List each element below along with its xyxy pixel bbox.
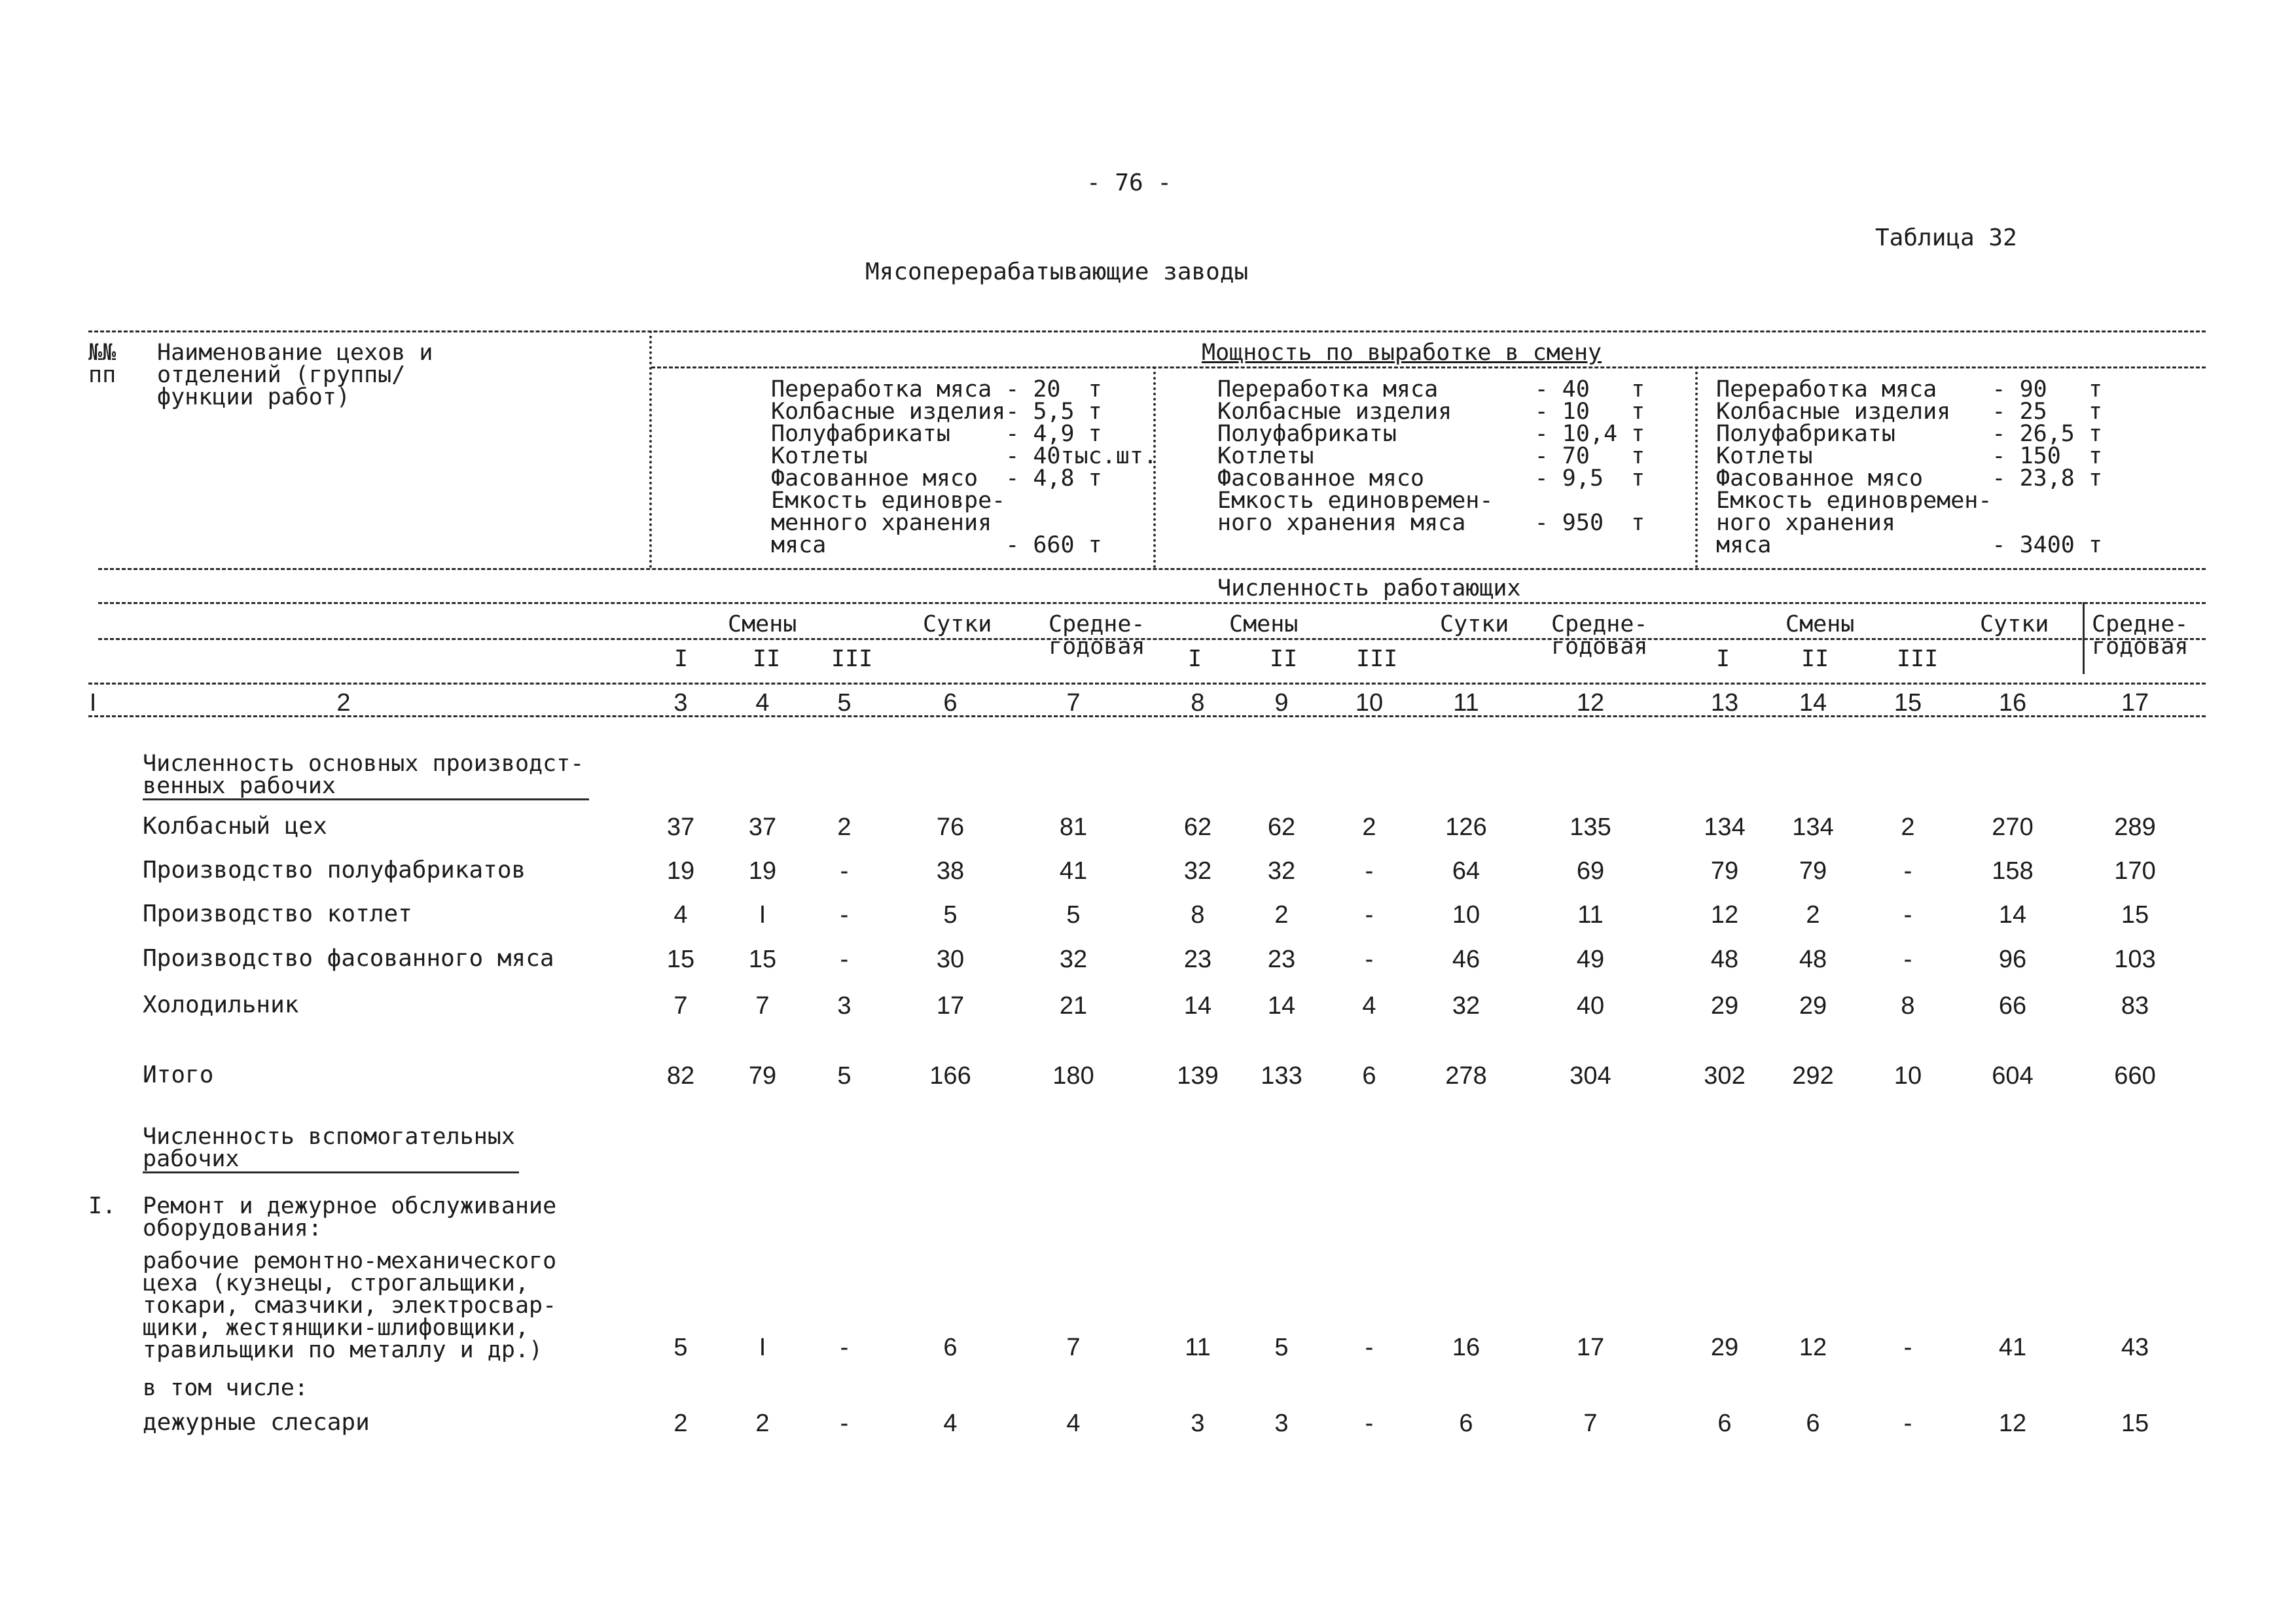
row-value: 289 (2114, 813, 2156, 841)
row-value: 83 (2121, 992, 2149, 1020)
row-value: 6 (1362, 1062, 1376, 1090)
row-value: 32 (1059, 946, 1088, 973)
section-main-workers: Численность основных производст- венных рабочих (143, 751, 584, 799)
row-value: 96 (1998, 946, 2027, 973)
aux-value: 12 (1799, 1334, 1827, 1361)
row-value: - (1903, 901, 1912, 929)
aux-item-description: рабочие ремонтно-механического цеха (кузнецы, строгальщики, токари, смазчики, электросвар- щики, жестянщики-шлифовщики, травильщики по металлу и др.) (143, 1248, 557, 1363)
aux-value: - (1365, 1334, 1374, 1361)
row-value: 40 (1576, 992, 1605, 1020)
row-value: 134 (1792, 813, 1834, 841)
row-value: 134 (1704, 813, 1746, 841)
column-number: 12 (1576, 689, 1605, 717)
row-value: - (1365, 857, 1374, 885)
row-value: 14 (1267, 992, 1296, 1020)
column-number: 16 (1998, 689, 2027, 717)
row-value: - (1903, 857, 1912, 885)
colnum-bottom-rule (88, 715, 2206, 717)
row-value: 12 (1710, 901, 1739, 929)
aux-sub-value: 3 (1274, 1410, 1289, 1437)
row-value: 19 (666, 857, 695, 885)
capacity-group-1: Переработка мяса - 20 т Колбасные изделия- 5,5 т Полуфабрикаты - 4,9 т Котлеты - 40тыс.шт. Фасованное мясо - 4,8 т Емкость единовре- менного хранения мяса - 660 т (771, 376, 1158, 558)
aux-value: 5 (1274, 1334, 1289, 1361)
row-value: 62 (1183, 813, 1212, 841)
row-name: Колбасный цех (143, 813, 327, 840)
row-value: 11 (1577, 901, 1604, 929)
aux-value: - (840, 1334, 849, 1361)
shift-2-g2: II (1270, 646, 1298, 672)
column-number: 4 (755, 689, 770, 717)
row-value: 79 (1799, 857, 1827, 885)
row-value: 604 (1992, 1062, 2034, 1090)
row-value: 32 (1267, 857, 1296, 885)
row-value: 180 (1052, 1062, 1094, 1090)
aux-sub-value: 4 (943, 1410, 958, 1437)
row-value: 278 (1445, 1062, 1487, 1090)
row-value: 126 (1445, 813, 1487, 841)
row-value: 46 (1452, 946, 1480, 973)
row-value: - (840, 901, 849, 929)
row-value: 38 (936, 857, 965, 885)
aux-value: 16 (1452, 1334, 1480, 1361)
row-value: 2 (1274, 901, 1289, 929)
row-value: 5 (1066, 901, 1081, 929)
shift-2-g3: II (1801, 646, 1829, 672)
row-name: Производство полуфабрикатов (143, 857, 526, 883)
row-value: 29 (1799, 992, 1827, 1020)
row-value: 5 (837, 1062, 852, 1090)
aux-sub-value: 7 (1583, 1410, 1598, 1437)
row-name: Холодильник (143, 991, 299, 1018)
aux-value: 5 (673, 1334, 688, 1361)
row-value: 48 (1799, 946, 1827, 973)
aux-value: 41 (1998, 1334, 2027, 1361)
row-value: 23 (1183, 946, 1212, 973)
aux-value: 17 (1576, 1334, 1605, 1361)
row-value: 8 (1191, 901, 1205, 929)
row-value: 82 (666, 1062, 695, 1090)
row-value: 10 (1452, 901, 1480, 929)
row-value: 4 (1362, 992, 1376, 1020)
row-value: - (1365, 901, 1374, 929)
aux-sub-value: 4 (1066, 1410, 1081, 1437)
row-value: 4 (673, 901, 688, 929)
aux-sub-value: - (1365, 1410, 1374, 1437)
aux-sub-value: - (840, 1410, 849, 1437)
row-value: 15 (666, 946, 695, 973)
row-value: - (840, 857, 849, 885)
page-title: Мясоперерабатывающие заводы (865, 259, 1249, 285)
sutki-label-2: Сутки (1440, 611, 1509, 637)
section-aux-underline (143, 1171, 519, 1173)
srednegodovaya-label-1: Средне- годовая (1049, 611, 1145, 660)
aux-sub-value: 6 (1717, 1410, 1732, 1437)
row-value: 23 (1267, 946, 1296, 973)
column-number: 11 (1453, 689, 1479, 717)
row-value: 133 (1261, 1062, 1302, 1090)
column-number: 15 (1893, 689, 1922, 717)
shift-3-g2: III (1356, 646, 1398, 672)
smeny-label-1: Смены (728, 611, 797, 637)
row-value: 304 (1570, 1062, 1611, 1090)
row-value: 3 (837, 992, 852, 1020)
column-number: 9 (1274, 689, 1289, 717)
aux-value: 43 (2121, 1334, 2149, 1361)
row-value: 5 (943, 901, 958, 929)
divider-capacity-2-3 (1695, 366, 1698, 568)
row-value: 19 (748, 857, 777, 885)
aux-sub-name: дежурные слесари (143, 1409, 370, 1436)
column-number: 13 (1710, 689, 1739, 717)
column-number: 7 (1066, 689, 1081, 717)
row-value: 660 (2114, 1062, 2156, 1090)
aux-item-title: Ремонт и дежурное обслуживание оборудования: (143, 1193, 557, 1241)
row-value: 7 (755, 992, 770, 1020)
num-column-label: №№ пп (88, 340, 117, 388)
row-value: 10 (1893, 1062, 1922, 1090)
row-value: 30 (936, 946, 965, 973)
row-name: Итого (143, 1061, 214, 1088)
shift-1-g3: I (1716, 646, 1731, 672)
column-number: 14 (1799, 689, 1827, 717)
row-value: 62 (1267, 813, 1296, 841)
shift-1-g1: I (674, 646, 689, 672)
row-value: 79 (1710, 857, 1739, 885)
row-value: - (1903, 946, 1912, 973)
page-number: - 76 - (1086, 169, 1172, 196)
row-value: 292 (1792, 1062, 1834, 1090)
aux-incl-label: в том числе: (143, 1375, 308, 1401)
column-number: 5 (837, 689, 852, 717)
row-value: 2 (1806, 901, 1820, 929)
aux-item-number: I. (88, 1193, 117, 1219)
row-value: - (1365, 946, 1374, 973)
row-value: 48 (1710, 946, 1739, 973)
colnum-top-rule (88, 683, 2206, 685)
row-value: 166 (929, 1062, 971, 1090)
row-value: 29 (1710, 992, 1739, 1020)
aux-value: - (1903, 1334, 1912, 1361)
row-value: 2 (1362, 813, 1376, 841)
srednegodovaya-label-2: Средне- годовая (1551, 611, 1648, 660)
sutki-label-1: Сутки (923, 611, 992, 637)
aux-value: 29 (1710, 1334, 1739, 1361)
staff-top-rule (98, 602, 2206, 604)
aux-value: 6 (943, 1334, 958, 1361)
row-value: 14 (1998, 901, 2027, 929)
row-value: 15 (748, 946, 777, 973)
shift-1-g2: I (1188, 646, 1202, 672)
section-main-underline (143, 798, 589, 800)
capacity-label: Мощность по выработке в смену (1202, 340, 1602, 366)
row-value: 103 (2114, 946, 2156, 973)
table-label: Таблица 32 (1875, 224, 2017, 251)
divider-last-column (2083, 602, 2085, 674)
column-number: 3 (673, 689, 688, 717)
shift-3-g3: III (1897, 646, 1939, 672)
row-value: 158 (1992, 857, 2034, 885)
name-column-label: Наименование цехов и отделений (группы/ функции работ) (157, 340, 433, 410)
row-name: Производство фасованного мяса (143, 945, 554, 972)
aux-sub-value: - (1903, 1410, 1912, 1437)
sutki-label-3: Сутки (1980, 611, 2049, 637)
row-value: 302 (1704, 1062, 1746, 1090)
row-value: 37 (666, 813, 695, 841)
row-value: 21 (1059, 992, 1088, 1020)
row-value: 270 (1992, 813, 2034, 841)
row-value: 135 (1570, 813, 1611, 841)
row-value: 8 (1901, 992, 1915, 1020)
capacity-group-2: Переработка мяса - 40 т Колбасные изделия - 10 т Полуфабрикаты - 10,4 т Котлеты - 70 т Фасованное мясо - 9,5 т Емкость единовремен- ного хранения мяса - 950 т (1217, 376, 1645, 536)
srednegodovaya-label-3: Средне- годовая (2092, 611, 2189, 660)
aux-sub-value: 2 (755, 1410, 770, 1437)
row-value: 2 (837, 813, 852, 841)
row-name: Производство котлет (143, 901, 412, 927)
row-value: 64 (1452, 857, 1480, 885)
column-number: 6 (943, 689, 958, 717)
row-value: 139 (1177, 1062, 1219, 1090)
row-value: 41 (1059, 857, 1088, 885)
divider-name-capacity (649, 330, 652, 568)
aux-sub-value: 2 (673, 1410, 688, 1437)
column-number: 10 (1355, 689, 1384, 717)
capacity-group-3: Переработка мяса - 90 т Колбасные изделия - 25 т Полуфабрикаты - 26,5 т Котлеты - 150 т Фасованное мясо - 23,8 т Емкость единовремен- ного хранения мяса - 3400 т (1716, 376, 2103, 558)
section-aux-workers: Численность вспомогательных рабочих (143, 1124, 515, 1172)
capacity-bottom-rule (98, 568, 2206, 570)
column-number: 8 (1191, 689, 1205, 717)
row-value: I (759, 901, 766, 929)
column-number: 17 (2121, 689, 2149, 717)
row-value: 32 (1452, 992, 1480, 1020)
row-value: 49 (1576, 946, 1605, 973)
row-value: 37 (748, 813, 777, 841)
smeny-label-3: Смены (1785, 611, 1855, 637)
row-value: 2 (1901, 813, 1915, 841)
row-value: 69 (1576, 857, 1605, 885)
column-number: 2 (336, 689, 351, 717)
row-value: 32 (1183, 857, 1212, 885)
row-value: 15 (2121, 901, 2149, 929)
aux-sub-value: 6 (1806, 1410, 1820, 1437)
row-value: 17 (936, 992, 965, 1020)
row-value: 66 (1998, 992, 2027, 1020)
aux-sub-value: 15 (2121, 1410, 2149, 1437)
row-value: 76 (936, 813, 965, 841)
aux-value: 7 (1066, 1334, 1081, 1361)
shift-2-g1: II (753, 646, 781, 672)
aux-sub-value: 6 (1459, 1410, 1473, 1437)
row-value: - (840, 946, 849, 973)
shift-3-g1: III (831, 646, 873, 672)
subheader-rule (98, 638, 2206, 640)
staff-label: Численность работающих (1217, 575, 1521, 601)
row-value: 170 (2114, 857, 2156, 885)
row-value: 14 (1183, 992, 1212, 1020)
row-value: 7 (673, 992, 688, 1020)
header-top-rule (88, 330, 2206, 332)
row-value: 81 (1059, 813, 1088, 841)
capacity-underline (651, 366, 2206, 368)
aux-sub-value: 12 (1998, 1410, 2027, 1437)
row-value: 79 (748, 1062, 777, 1090)
aux-value: 11 (1185, 1334, 1211, 1361)
column-number: I (89, 689, 97, 717)
aux-sub-value: 3 (1191, 1410, 1205, 1437)
smeny-label-2: Смены (1229, 611, 1299, 637)
aux-value: I (759, 1334, 766, 1361)
